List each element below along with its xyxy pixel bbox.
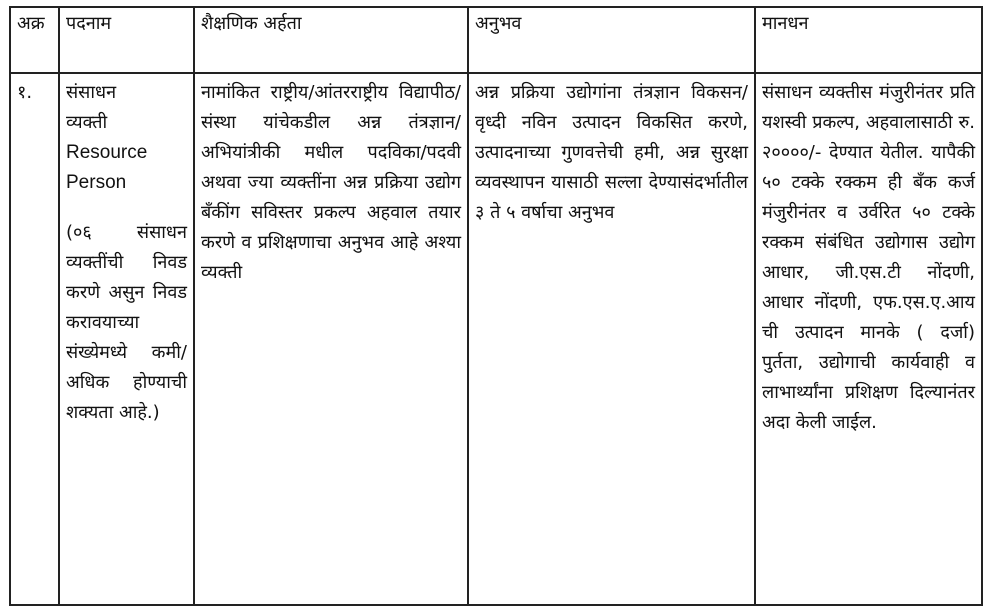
resource-person-table	[9, 6, 983, 606]
cell-experience: अन्न प्रक्रिया उद्योगांना तंत्रज्ञान विकसन/वृध्दी नविन उत्पादन विकसित करणे, उत्पादनाच्या गुणवत्तेची हमी, अन्न सुरक्षा व्यवस्थापन यासाठी सल्ला देण्यासंदर्भातील ३ ते ५ वर्षाचा अनुभव	[468, 73, 755, 605]
header-experience: अनुभव	[468, 7, 755, 73]
cell-post	[59, 73, 194, 605]
cell-honorarium: संसाधन व्यक्तीस मंजुरीनंतर प्रति यशस्वी प्रकल्प, अहवालासाठी रु. २००००/- देण्यात येतील. यापैकी ५० टक्के रक्कम ही बँक कर्ज मंजुरीनंतर व उर्वरित ५० टक्के रक्कम संबंधित उद्योगास उद्योग आधार, जी.एस.टी नोंदणी, आधार नोंदणी, एफ.एस.ए.आय ची उत्पादन मानके ( दर्जा) पुर्तता, उद्योगाची कार्यवाही व लाभार्थ्यांना प्रशिक्षण दिल्यानंतर अदा केली जाईल.	[755, 73, 982, 605]
header-qualification: शैक्षणिक अर्हता	[194, 7, 468, 73]
table-row	[10, 73, 982, 605]
header-post: पदनाम	[59, 7, 194, 73]
cell-qualification: नामांकित राष्ट्रीय/आंतरराष्ट्रीय विद्यापीठ/संस्था यांचेकडील अन्न तंत्रज्ञान/अभियांत्रीकी मधील पदविका/पदवी अथवा ज्या व्यक्तींना अन्न प्रक्रिया उद्योग बँकींग सविस्तर प्रकल्प अहवाल तयार करणे व प्रशिक्षणाचा अनुभव आहे अश्या व्यक्ती	[194, 73, 468, 605]
cell-serial: १.	[10, 73, 59, 605]
document-table-container	[9, 6, 981, 608]
post-name-mr-line-2: व्यक्ती	[66, 112, 108, 133]
header-serial: अक्र	[10, 7, 59, 73]
table-header-row	[10, 7, 982, 73]
post-name-en-line-1: Resource	[66, 142, 148, 163]
post-name-en-line-2: Person	[66, 172, 127, 193]
post-note: (०६ संसाधन व्यक्तींची निवड करणे असुन निवड करावयाच्या संख्येमध्ये कमी/अधिक होण्याची शक्यता आहे.)	[66, 222, 187, 423]
header-honorarium: मानधन	[755, 7, 982, 73]
post-name-mr-line-1: संसाधन	[66, 82, 117, 103]
